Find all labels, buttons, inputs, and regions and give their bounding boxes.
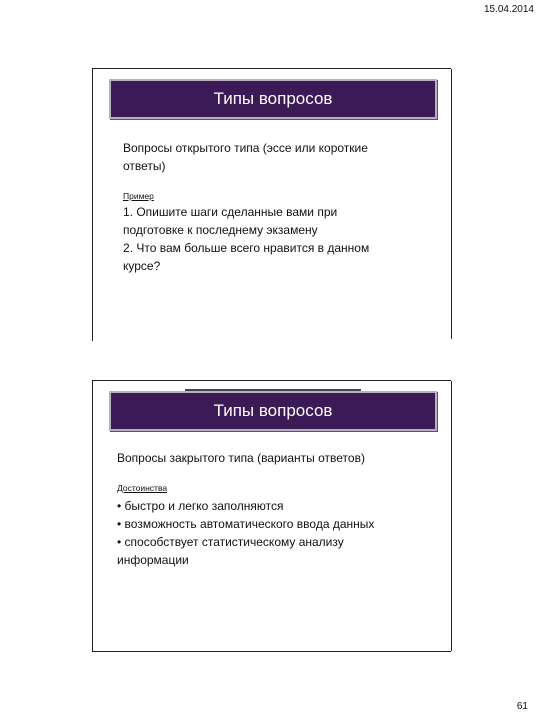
list-item: • быстро и легко заполняются [117,499,284,513]
list-item-line: курсе? [123,259,161,273]
slide-border [451,69,452,339]
list-item-line: 1. Опишите шаги сделанные вами при [123,205,338,219]
slide-heading-line: Вопросы открытого типа (эссе или короткие [123,141,368,155]
list-item-line: 2. Что вам больше всего нравится в данном [123,241,370,255]
list-item [117,533,374,569]
slide-title: Типы вопросов [109,79,437,119]
slide-open-questions [92,68,451,341]
slide-heading [123,139,368,175]
page-number: 61 [516,701,528,712]
advantages-label: Достоинства [117,483,168,493]
slide-border [451,381,452,651]
list-item: • возможность автоматического ввода данных [117,517,375,531]
list-item-line: подготовке к последнему экзамену [123,223,318,237]
example-list [123,203,369,275]
slide-heading-line: ответы) [123,159,166,173]
list-item-line: информации [117,553,189,567]
list-item-line: • способствует статистическому анализу [117,535,344,549]
list-item [123,239,369,275]
list-item [123,203,369,239]
print-date: 15.04.2014 [483,4,534,15]
slide-heading: Вопросы закрытого типа (варианты ответов) [117,451,365,465]
advantages-list [117,497,374,569]
slide-closed-questions [92,380,451,652]
slide-title: Типы вопросов [109,391,437,431]
example-label: Пример [123,191,154,201]
